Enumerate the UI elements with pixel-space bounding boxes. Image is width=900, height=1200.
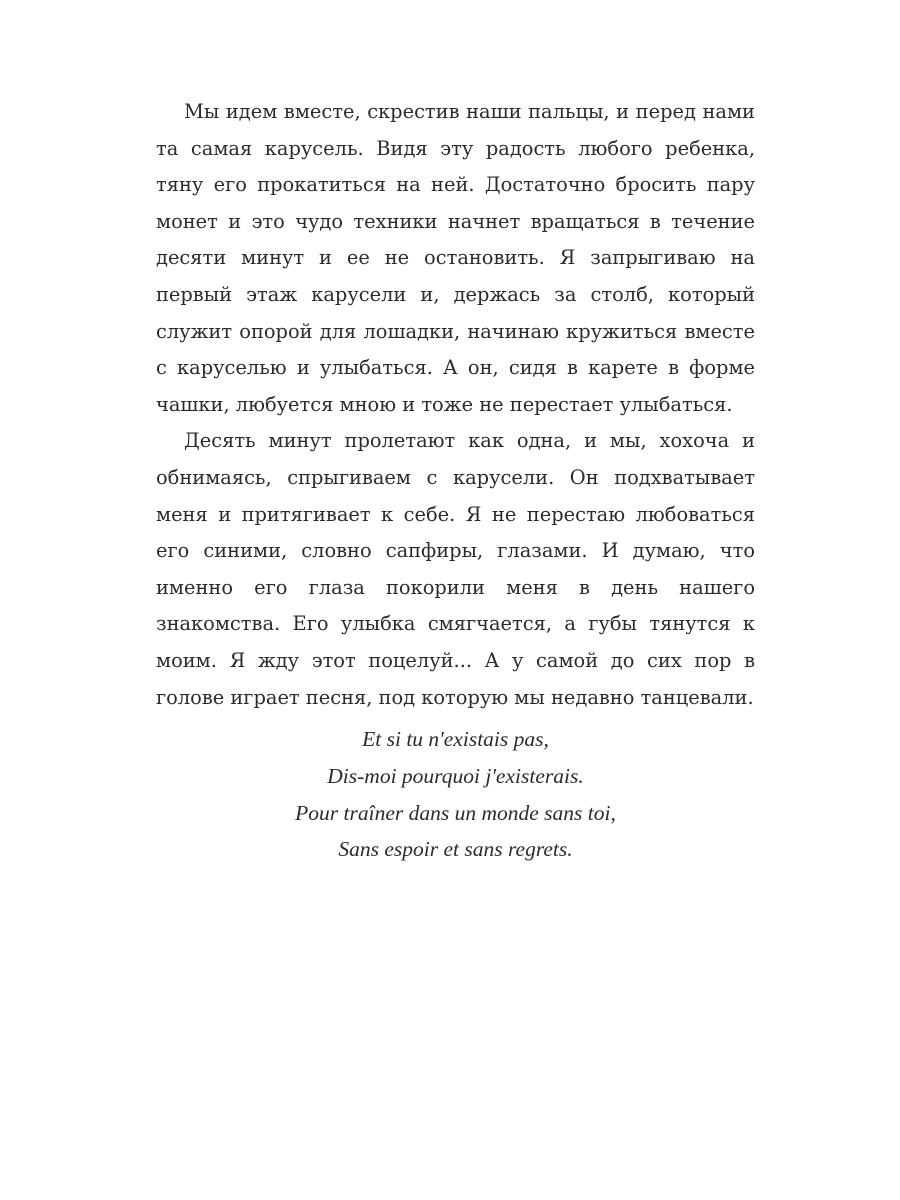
- verse-line: Dis-moi pourquoi j'existerais.: [327, 763, 584, 788]
- page-body: [156, 94, 755, 868]
- paragraph: Мы идем вместе, скрестив наши пальцы, и перед нами та самая карусель. Видя эту радость любого ребенка, тяну его прокатиться на ней. Достаточно бросить пару монет и это чудо техники начнет вращаться в течение десяти минут и ее не остановить. Я запрыгиваю на первый этаж карусели и, держась за столб, который служит опорой для лошадки, начинаю кружиться вместе с каруселью и улыбаться. А он, сидя в карете в форме чашки, любуется мною и тоже не перестает улыбаться.: [156, 100, 755, 416]
- verse-line: Pour traîner dans un monde sans toi,: [295, 800, 616, 825]
- verse-line: Et si tu n'existais pas,: [362, 727, 549, 752]
- song-verse: [156, 721, 755, 868]
- paragraph: Десять минут пролетают как одна, и мы, хохоча и обнимаясь, спрыгиваем с карусели. Он подхватывает меня и притягивает к себе. Я не перестаю любоваться его синими, словно сапфиры, глазами. И думаю, что именно его глаза покорили меня в день нашего знакомства. Его улыбка смягчается, а губы тянутся к моим. Я жду этот поцелуй... А у самой до сих пор в голове играет песня, под которую мы недавно танцевали.: [156, 429, 755, 709]
- verse-line: Sans espoir et sans regrets.: [338, 837, 573, 862]
